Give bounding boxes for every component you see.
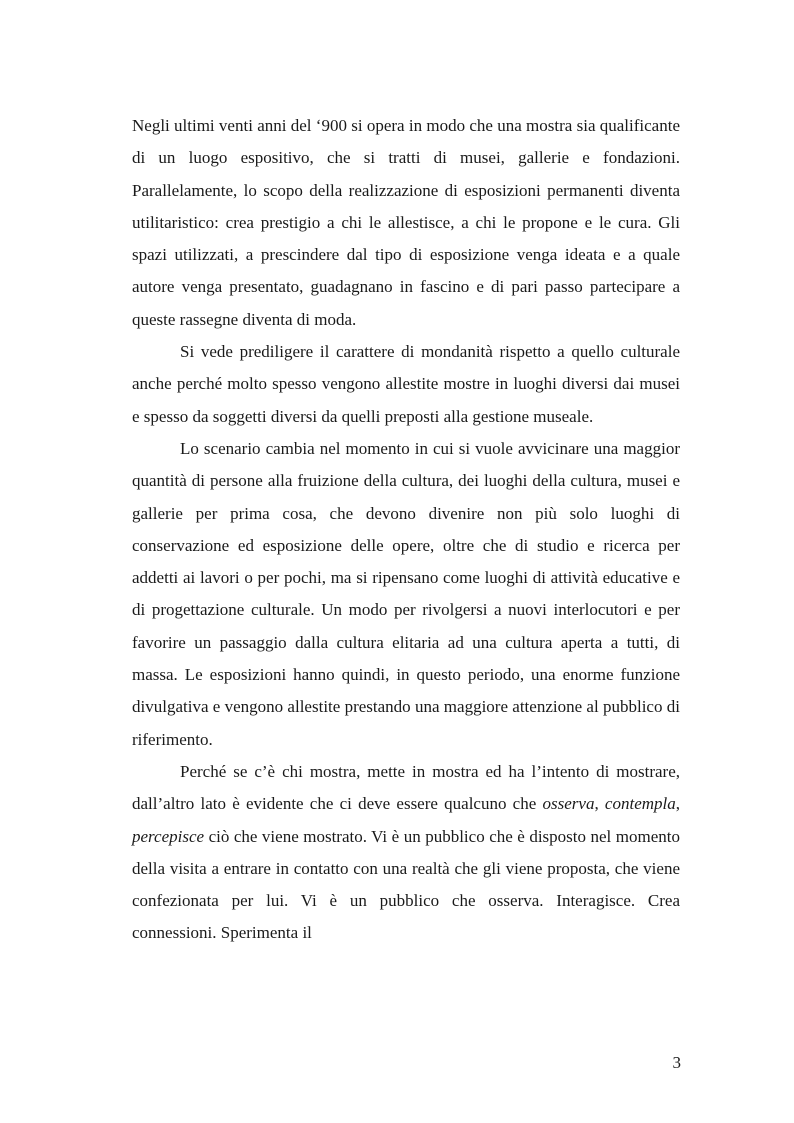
text-run: Negli ultimi venti anni del ‘900 si opera in modo che una mostra sia qualificante di un luogo espositivo, che si tratti di musei, gallerie e fondazioni. Parallelamente, lo scopo della realizzazione di esposizioni permanenti diventa utilitaristico: crea prestigio a chi le allestisce, a chi le propone e le cura. Gli spazi utilizzati, a prescindere dal tipo di esposizione venga ideata e a quale autore venga presentato, guadagnano in fascino e di pari passo partecipare a queste rassegne diventa di moda. xyxy=(132,116,680,329)
paragraph-1 xyxy=(132,110,680,336)
paragraph-4 xyxy=(132,756,680,950)
text-run: , xyxy=(675,794,680,814)
page-number: 3 xyxy=(672,1053,681,1072)
text-run: Si vede prediligere il carattere di mondanità rispetto a quello culturale anche perché molto spesso vengono allestite mostre in luoghi diversi dai musei e spesso da soggetti diversi da quelli preposti alla gestione museale. xyxy=(132,342,680,426)
paragraph-3 xyxy=(132,433,680,756)
italic-word-contempla: contempla xyxy=(604,794,676,814)
text-run: , xyxy=(594,794,605,814)
body-text xyxy=(132,110,680,950)
italic-word-percepisce: percepisce xyxy=(132,826,205,846)
text-run: ciò che viene mostrato. Vi è un pubblico che è disposto nel momento della visita a entrare in contatto con una realtà che gli viene proposta, che viene confezionata per lui. Vi è un pubblico che osserva. Interagisce. Crea connessioni. Sperimenta il xyxy=(132,826,680,943)
text-run: Perché se c’è chi mostra, mette in mostra ed ha l’intento di mostrare, dall’altro lato è evidente che ci deve essere qualcuno che xyxy=(132,761,680,814)
text-run: Lo scenario cambia nel momento in cui si vuole avvicinare una maggior quantità di persone alla fruizione della cultura, dei luoghi della cultura, musei e gallerie per prima cosa, che devono divenire non più solo luoghi di conservazione ed esposizione delle opere, oltre che di studio e ricerca per addetti ai lavori o per pochi, ma si ripensano come luoghi di attività educative e di progettazione culturale. Un modo per rivolgersi a nuovi interlocutori e per favorire un passaggio dalla cultura elitaria ad una cultura aperta a tutti, di massa. Le esposizioni hanno quindi, in questo periodo, una enorme funzione divulgativa e vengono allestite prestando una maggiore attenzione al pubblico di riferimento. xyxy=(132,438,680,749)
paragraph-2 xyxy=(132,336,680,433)
italic-word-osserva: osserva xyxy=(542,794,595,814)
